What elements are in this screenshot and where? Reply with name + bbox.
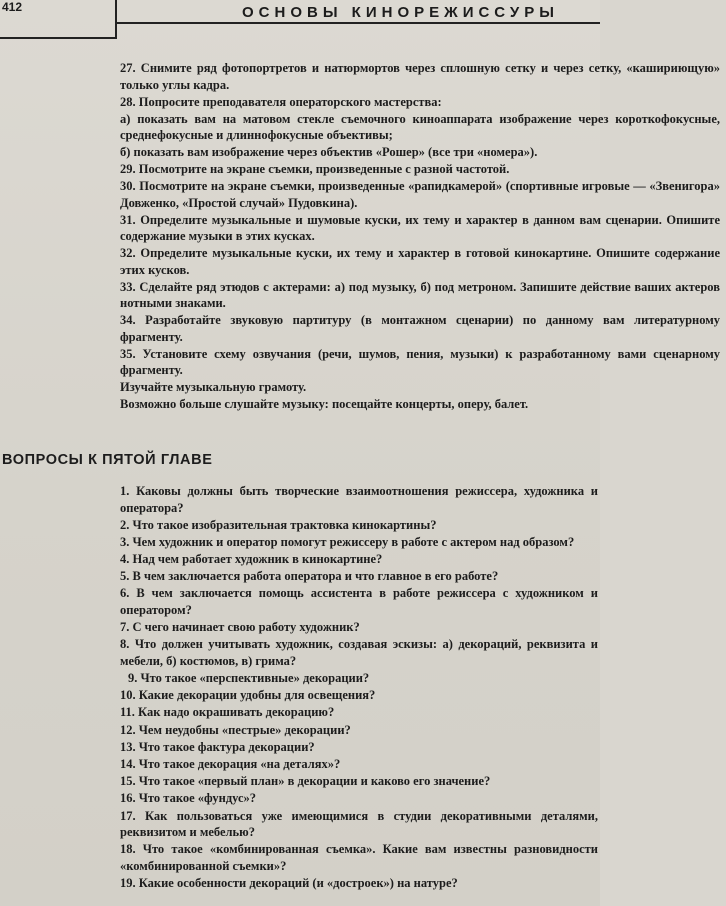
list-item: 30. Посмотрите на экране съемки, произведенные «рапидкамерой» (спортивные игровые — «Звенигора» Довженко, «Простой случай» Пудовкина).: [120, 179, 720, 210]
list-item: 3. Чем художник и оператор помогут режиссеру в работе с актером над образом?: [120, 534, 575, 549]
list-item: 9. Что такое «перспективные» декорации?: [128, 671, 370, 685]
list-item: 29. Посмотрите на экране съемки, произведенные с разной частотой.: [120, 162, 510, 176]
section-title: ВОПРОСЫ К ПЯТОЙ ГЛАВЕ: [2, 452, 213, 468]
list-item: 5. В чем заключается работа оператора и что главное в его работе?: [120, 569, 499, 584]
header-divider-left: [0, 37, 117, 39]
list-item: 16. Что такое «фундус»?: [120, 791, 257, 806]
header-rule: [115, 22, 600, 24]
page-header: [0, 0, 600, 40]
list-item: 8. Что должен учитывать художник, создавая эскизы: а) декораций, реквизита и мебели, б) костюмов, в) грима?: [120, 637, 598, 668]
list-item: а) показать вам на матовом стекле съемочного киноаппарата изображение через короткофокусные, среднефокусные и длиннофокусные объективы;: [120, 111, 720, 142]
list-item: 1. Каковы должны быть творческие взаимоотношения режиссера, художника и оператора?: [120, 484, 598, 515]
list-item: 18. Что такое «комбинированная съемка». Какие вам известны разновидности «комбинированной съемки»?: [120, 842, 598, 873]
list-item: 11. Как надо окрашивать декорацию?: [120, 705, 335, 720]
list-item: 15. Что такое «первый план» в декорации и каково его значение?: [120, 774, 491, 789]
list-item: 33. Сделайте ряд этюдов с актерами: а) под музыку, б) под метроном. Запишите действие ваших актеров нотными знаками.: [120, 279, 720, 310]
list-item: 7. С чего начинает свою работу художник?: [120, 620, 360, 635]
list-item: 13. Что такое фактура декорации?: [120, 739, 315, 754]
list-item: 32. Определите музыкальные куски, их тему и характер в готовой кинокартине. Опишите содержание этих кусков.: [120, 246, 720, 277]
list-item: 34. Разработайте звуковую партитуру (в монтажном сценарии) по данному вам литературному фрагменту.: [120, 313, 720, 344]
list-item: 10. Какие декорации удобны для освещения?: [120, 688, 376, 703]
exercises-list: [0, 60, 726, 413]
list-item: 28. Попросите преподавателя операторского мастерства:: [120, 94, 442, 109]
running-title: ОСНОВЫ КИНОРЕЖИССУРЫ: [242, 4, 559, 21]
list-item: 12. Чем неудобны «пестрые» декорации?: [120, 722, 351, 737]
list-item: 27. Снимите ряд фотопортретов и натюрмортов через сплошную сетку и через сетку, «кашириющую» только углы кадра.: [120, 61, 720, 92]
list-item: 19. Какие особенности декораций (и «достроек») на натуре?: [120, 875, 458, 890]
questions-list: [120, 483, 598, 892]
list-item: 2. Что такое изобразительная трактовка кинокартины?: [120, 517, 437, 532]
list-item: Изучайте музыкальную грамоту.: [120, 380, 307, 394]
page-number: 412: [2, 0, 23, 14]
list-item: 17. Как пользоваться уже имеющимися в студии декоративными деталями, реквизитом и мебелью?: [120, 808, 598, 839]
list-item: 35. Установите схему озвучания (речи, шумов, пения, музыки) к разработанному вами сценарному фрагменту.: [120, 346, 720, 377]
list-item: 31. Определите музыкальные и шумовые куски, их тему и характер в данном вам сценарии. Опишите содержание музыки в этих кусках.: [120, 212, 720, 243]
list-item: 14. Что такое декорация «на деталях»?: [120, 756, 341, 771]
header-divider-vertical: [115, 0, 117, 38]
list-item: Возможно больше слушайте музыку: посещайте концерты, оперу, балет.: [120, 397, 529, 411]
list-item: 6. В чем заключается помощь ассистента в работе режиссера с художником и оператором?: [120, 586, 598, 617]
list-item: б) показать вам изображение через объектив «Рошер» (все три «номера»).: [120, 145, 538, 159]
list-item: 4. Над чем работает художник в кинокартине?: [120, 552, 383, 567]
